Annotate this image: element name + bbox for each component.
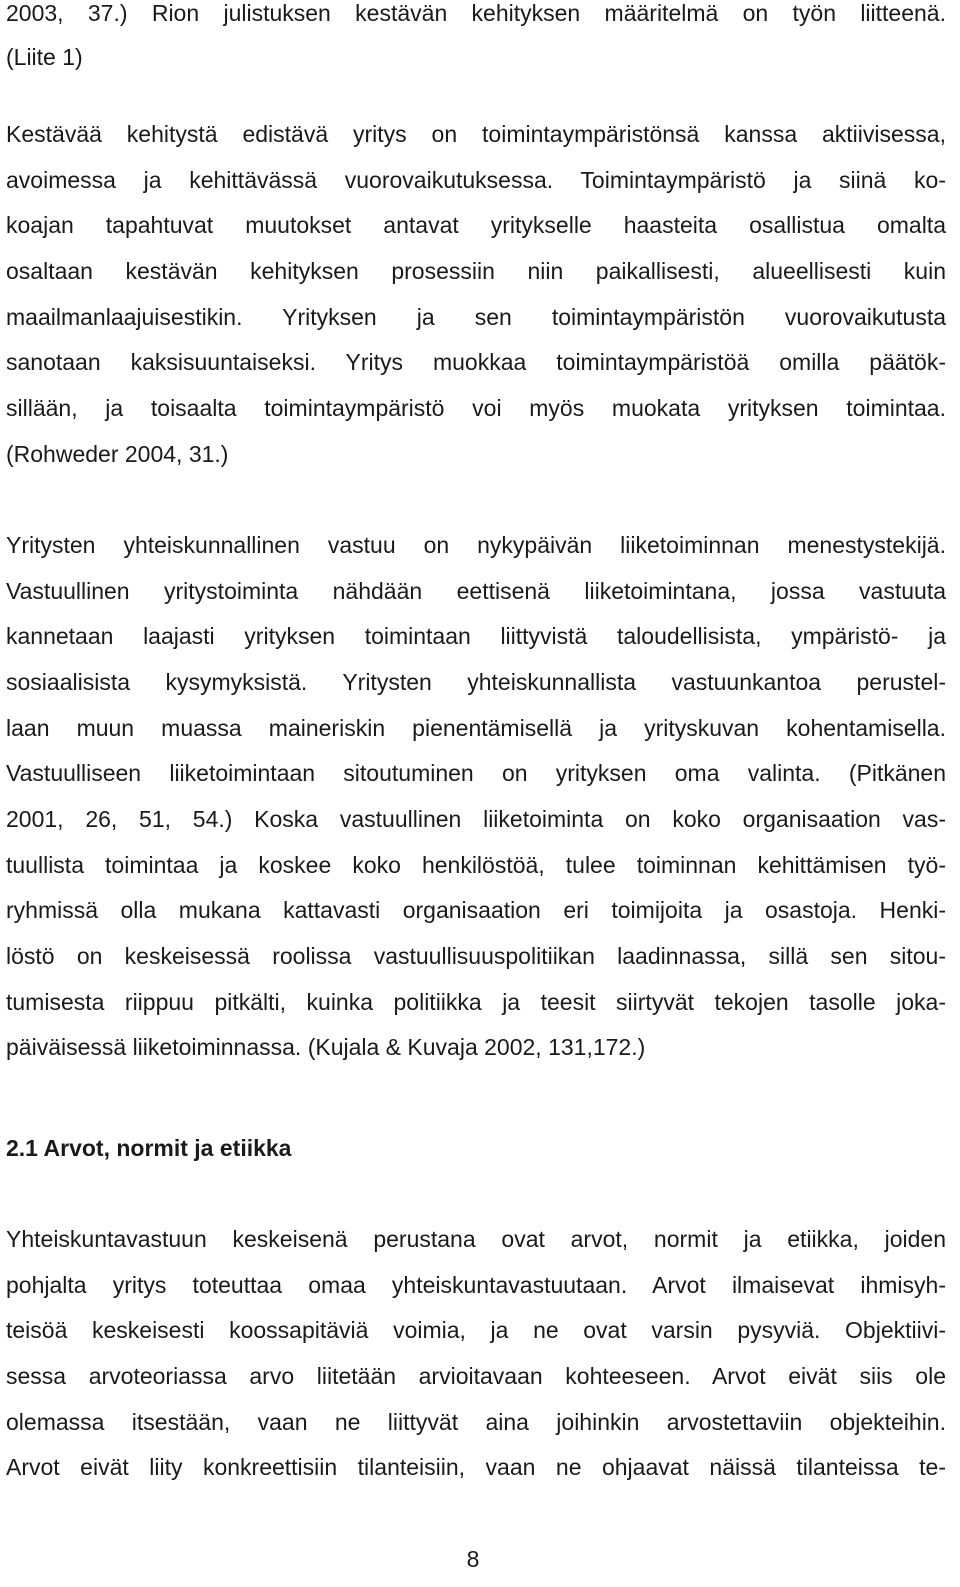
text-line: laan muun muassa maineriskin pienentämisellä ja yrityskuvan kohentamisella. <box>6 715 946 741</box>
text-line: tuullista toimintaa ja koskee koko henkilöstöä, tulee toiminnan kehittämisen työ- <box>6 852 946 878</box>
text-line: sosiaalisista kysymyksistä. Yritysten yhteiskunnallista vastuunkantoa perustel- <box>6 669 946 695</box>
text-line: koajan tapahtuvat muutokset antavat yritykselle haasteita osallistua omalta <box>6 212 946 238</box>
text-line: olemassa itsestään, vaan ne liittyvät aina joihinkin arvostettaviin objekteihin. <box>6 1409 946 1435</box>
text-line: teisöä keskeisesti koossapitäviä voimia, ja ne ovat varsin pysyviä. Objektiivi- <box>6 1317 946 1343</box>
page-number: 8 <box>466 1546 480 1572</box>
text-line: pohjalta yritys toteuttaa omaa yhteiskuntavastuutaan. Arvot ilmaisevat ihmisyh- <box>6 1272 946 1298</box>
text-line: 2001, 26, 51, 54.) Koska vastuullinen liiketoiminta on koko organisaation vas- <box>6 806 946 832</box>
text-line: kannetaan laajasti yrityksen toimintaan liittyvistä taloudellisista, ympäristö- ja <box>6 623 946 649</box>
text-line: Arvot eivät liity konkreettisiin tilanteisiin, vaan ne ohjaavat näissä tilanteissa te- <box>6 1454 946 1480</box>
section-heading: 2.1 Arvot, normit ja etiikka <box>6 1135 292 1161</box>
text-line: avoimessa ja kehittävässä vuorovaikutuksessa. Toimintaympäristö ja siinä ko- <box>6 167 946 193</box>
text-line: Vastuulliseen liiketoimintaan sitoutuminen on yrityksen oma valinta. (Pitkänen <box>6 760 946 786</box>
text-line: Vastuullinen yritystoiminta nähdään eettisenä liiketoimintana, jossa vastuuta <box>6 578 946 604</box>
text-line: sessa arvoteoriassa arvo liitetään arvioitavaan kohteeseen. Arvot eivät siis ole <box>6 1363 946 1389</box>
text-line: osaltaan kestävän kehityksen prosessiin niin paikallisesti, alueellisesti kuin <box>6 258 946 284</box>
text-line: sanotaan kaksisuuntaiseksi. Yritys muokkaa toimintaympäristöä omilla päätök- <box>6 349 946 375</box>
text-line: (Rohweder 2004, 31.) <box>6 441 229 467</box>
text-line: 2003, 37.) Rion julistuksen kestävän kehityksen määritelmä on työn liitteenä. <box>6 0 946 26</box>
text-line: päiväisessä liiketoiminnassa. (Kujala & Kuvaja 2002, 131,172.) <box>6 1034 646 1060</box>
text-line: Kestävää kehitystä edistävä yritys on toimintaympäristönsä kanssa aktiivisessa, <box>6 121 946 147</box>
text-line: Yhteiskuntavastuun keskeisenä perustana ovat arvot, normit ja etiikka, joiden <box>6 1226 946 1252</box>
text-line: maailmanlaajuisestikin. Yrityksen ja sen toimintaympäristön vuorovaikutusta <box>6 304 946 330</box>
text-line: sillään, ja toisaalta toimintaympäristö voi myös muokata yrityksen toimintaa. <box>6 395 946 421</box>
text-line: Yritysten yhteiskunnallinen vastuu on nykypäivän liiketoiminnan menestystekijä. <box>6 532 946 558</box>
text-line: ryhmissä olla mukana kattavasti organisaation eri toimijoita ja osastoja. Henki- <box>6 897 946 923</box>
text-line: tumisesta riippuu pitkälti, kuinka politiikka ja teesit siirtyvät tekojen tasolle joka- <box>6 989 946 1015</box>
text-line: (Liite 1) <box>6 44 83 70</box>
text-line: löstö on keskeisessä roolissa vastuullisuuspolitiikan laadinnassa, sillä sen sitou- <box>6 943 946 969</box>
